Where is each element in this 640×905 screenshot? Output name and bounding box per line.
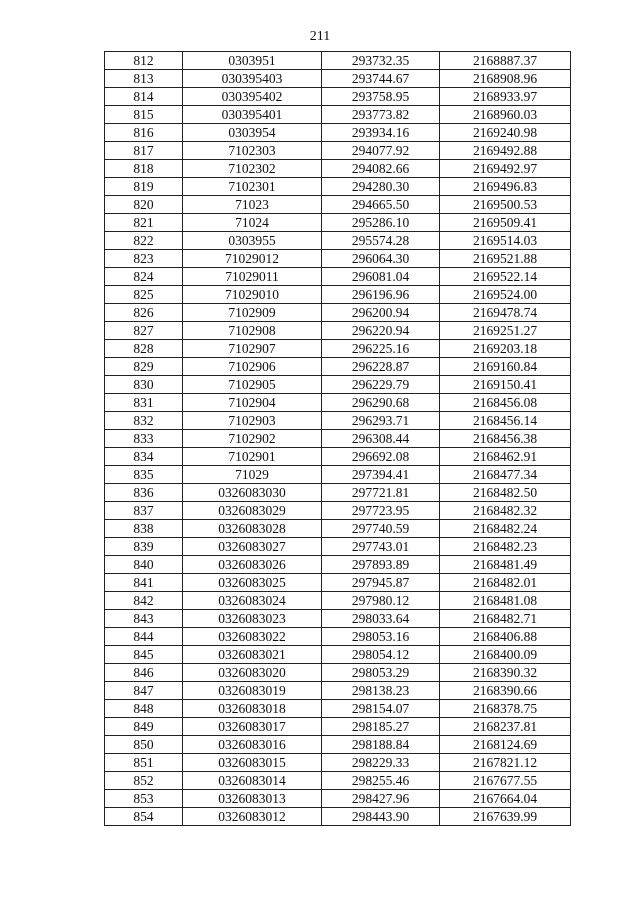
row-number-cell: 824 [105,268,183,286]
row-number-cell: 846 [105,664,183,682]
table-row [105,502,571,520]
table-row [105,736,571,754]
point-id-cell: 0326083015 [183,754,322,772]
table-row [105,754,571,772]
x-coordinate-cell: 296692.08 [322,448,440,466]
point-id-cell: 7102909 [183,304,322,322]
x-coordinate-cell: 293773.82 [322,106,440,124]
y-coordinate-cell: 2169492.88 [440,142,571,160]
row-number-cell: 845 [105,646,183,664]
x-coordinate-cell: 295574.28 [322,232,440,250]
row-number-cell: 821 [105,214,183,232]
x-coordinate-cell: 297945.87 [322,574,440,592]
x-coordinate-cell: 296293.71 [322,412,440,430]
row-number-cell: 815 [105,106,183,124]
y-coordinate-cell: 2168481.08 [440,592,571,610]
x-coordinate-cell: 296081.04 [322,268,440,286]
row-number-cell: 817 [105,142,183,160]
x-coordinate-cell: 298255.46 [322,772,440,790]
y-coordinate-cell: 2169203.18 [440,340,571,358]
point-id-cell: 71029010 [183,286,322,304]
y-coordinate-cell: 2167821.12 [440,754,571,772]
x-coordinate-cell: 297394.41 [322,466,440,484]
point-id-cell: 7102901 [183,448,322,466]
y-coordinate-cell: 2168378.75 [440,700,571,718]
point-id-cell: 71029012 [183,250,322,268]
y-coordinate-cell: 2169509.41 [440,214,571,232]
table-row [105,322,571,340]
point-id-cell: 0326083019 [183,682,322,700]
y-coordinate-cell: 2168390.32 [440,664,571,682]
y-coordinate-cell: 2168462.91 [440,448,571,466]
point-id-cell: 7102908 [183,322,322,340]
y-coordinate-cell: 2169492.97 [440,160,571,178]
y-coordinate-cell: 2168482.23 [440,538,571,556]
row-number-cell: 831 [105,394,183,412]
table-row [105,88,571,106]
x-coordinate-cell: 298188.84 [322,736,440,754]
row-number-cell: 822 [105,232,183,250]
y-coordinate-cell: 2168124.69 [440,736,571,754]
row-number-cell: 849 [105,718,183,736]
x-coordinate-cell: 296308.44 [322,430,440,448]
point-id-cell: 0326083016 [183,736,322,754]
point-id-cell: 0326083025 [183,574,322,592]
row-number-cell: 826 [105,304,183,322]
table-row [105,250,571,268]
x-coordinate-cell: 297743.01 [322,538,440,556]
x-coordinate-cell: 293934.16 [322,124,440,142]
table-row [105,466,571,484]
x-coordinate-cell: 297740.59 [322,520,440,538]
point-id-cell: 0326083020 [183,664,322,682]
y-coordinate-cell: 2168482.01 [440,574,571,592]
point-id-cell: 7102302 [183,160,322,178]
table-row [105,214,571,232]
point-id-cell: 0303954 [183,124,322,142]
point-id-cell: 71024 [183,214,322,232]
row-number-cell: 848 [105,700,183,718]
point-id-cell: 0303955 [183,232,322,250]
row-number-cell: 852 [105,772,183,790]
row-number-cell: 823 [105,250,183,268]
row-number-cell: 841 [105,574,183,592]
table-row [105,358,571,376]
row-number-cell: 836 [105,484,183,502]
row-number-cell: 825 [105,286,183,304]
x-coordinate-cell: 298053.29 [322,664,440,682]
table-row [105,142,571,160]
coordinates-table-body [105,52,571,826]
row-number-cell: 818 [105,160,183,178]
row-number-cell: 844 [105,628,183,646]
table-row [105,808,571,826]
row-number-cell: 816 [105,124,183,142]
row-number-cell: 853 [105,790,183,808]
point-id-cell: 7102903 [183,412,322,430]
row-number-cell: 827 [105,322,183,340]
y-coordinate-cell: 2169150.41 [440,376,571,394]
row-number-cell: 828 [105,340,183,358]
y-coordinate-cell: 2169521.88 [440,250,571,268]
point-id-cell: 7102907 [183,340,322,358]
y-coordinate-cell: 2169514.03 [440,232,571,250]
point-id-cell: 0303951 [183,52,322,70]
table-row [105,412,571,430]
table-row [105,718,571,736]
y-coordinate-cell: 2167639.99 [440,808,571,826]
y-coordinate-cell: 2168908.96 [440,70,571,88]
row-number-cell: 847 [105,682,183,700]
x-coordinate-cell: 298427.96 [322,790,440,808]
point-id-cell: 0326083023 [183,610,322,628]
table-row [105,610,571,628]
point-id-cell: 030395403 [183,70,322,88]
table-row [105,376,571,394]
table-row [105,646,571,664]
point-id-cell: 0326083018 [183,700,322,718]
x-coordinate-cell: 294665.50 [322,196,440,214]
y-coordinate-cell: 2168456.14 [440,412,571,430]
y-coordinate-cell: 2168390.66 [440,682,571,700]
x-coordinate-cell: 293732.35 [322,52,440,70]
row-number-cell: 834 [105,448,183,466]
x-coordinate-cell: 296225.16 [322,340,440,358]
point-id-cell: 0326083012 [183,808,322,826]
point-id-cell: 7102905 [183,376,322,394]
point-id-cell: 7102301 [183,178,322,196]
x-coordinate-cell: 294082.66 [322,160,440,178]
y-coordinate-cell: 2168400.09 [440,646,571,664]
point-id-cell: 0326083028 [183,520,322,538]
table-row [105,520,571,538]
y-coordinate-cell: 2167677.55 [440,772,571,790]
x-coordinate-cell: 296228.87 [322,358,440,376]
table-row [105,628,571,646]
point-id-cell: 71029 [183,466,322,484]
point-id-cell: 030395401 [183,106,322,124]
point-id-cell: 71029011 [183,268,322,286]
point-id-cell: 0326083021 [183,646,322,664]
x-coordinate-cell: 298033.64 [322,610,440,628]
row-number-cell: 851 [105,754,183,772]
row-number-cell: 839 [105,538,183,556]
table-row [105,304,571,322]
x-coordinate-cell: 296196.96 [322,286,440,304]
y-coordinate-cell: 2169522.14 [440,268,571,286]
point-id-cell: 0326083013 [183,790,322,808]
row-number-cell: 829 [105,358,183,376]
x-coordinate-cell: 298229.33 [322,754,440,772]
x-coordinate-cell: 298154.07 [322,700,440,718]
table-row [105,106,571,124]
point-id-cell: 71023 [183,196,322,214]
row-number-cell: 830 [105,376,183,394]
row-number-cell: 819 [105,178,183,196]
table-row [105,286,571,304]
table-row [105,592,571,610]
y-coordinate-cell: 2169251.27 [440,322,571,340]
row-number-cell: 832 [105,412,183,430]
point-id-cell: 0326083029 [183,502,322,520]
table-row [105,538,571,556]
y-coordinate-cell: 2168237.81 [440,718,571,736]
x-coordinate-cell: 296290.68 [322,394,440,412]
x-coordinate-cell: 294077.92 [322,142,440,160]
y-coordinate-cell: 2168456.08 [440,394,571,412]
x-coordinate-cell: 293744.67 [322,70,440,88]
x-coordinate-cell: 297723.95 [322,502,440,520]
row-number-cell: 850 [105,736,183,754]
table-row [105,448,571,466]
table-row [105,700,571,718]
x-coordinate-cell: 298054.12 [322,646,440,664]
row-number-cell: 812 [105,52,183,70]
y-coordinate-cell: 2169160.84 [440,358,571,376]
table-row [105,232,571,250]
x-coordinate-cell: 297980.12 [322,592,440,610]
y-coordinate-cell: 2168456.38 [440,430,571,448]
y-coordinate-cell: 2168482.32 [440,502,571,520]
table-row [105,196,571,214]
x-coordinate-cell: 297893.89 [322,556,440,574]
page-number: 211 [309,29,331,44]
coordinates-table [104,51,571,826]
table-row [105,790,571,808]
y-coordinate-cell: 2169478.74 [440,304,571,322]
row-number-cell: 820 [105,196,183,214]
x-coordinate-cell: 296220.94 [322,322,440,340]
row-number-cell: 837 [105,502,183,520]
y-coordinate-cell: 2168887.37 [440,52,571,70]
x-coordinate-cell: 296229.79 [322,376,440,394]
y-coordinate-cell: 2168482.50 [440,484,571,502]
point-id-cell: 7102904 [183,394,322,412]
y-coordinate-cell: 2169496.83 [440,178,571,196]
x-coordinate-cell: 298185.27 [322,718,440,736]
row-number-cell: 840 [105,556,183,574]
y-coordinate-cell: 2168481.49 [440,556,571,574]
y-coordinate-cell: 2167664.04 [440,790,571,808]
table-row [105,124,571,142]
row-number-cell: 838 [105,520,183,538]
table-row [105,772,571,790]
x-coordinate-cell: 298053.16 [322,628,440,646]
y-coordinate-cell: 2168477.34 [440,466,571,484]
point-id-cell: 7102303 [183,142,322,160]
x-coordinate-cell: 298443.90 [322,808,440,826]
point-id-cell: 7102906 [183,358,322,376]
table-row [105,178,571,196]
row-number-cell: 835 [105,466,183,484]
table-row [105,268,571,286]
table-row [105,394,571,412]
point-id-cell: 030395402 [183,88,322,106]
row-number-cell: 854 [105,808,183,826]
row-number-cell: 843 [105,610,183,628]
point-id-cell: 0326083014 [183,772,322,790]
y-coordinate-cell: 2169500.53 [440,196,571,214]
point-id-cell: 7102902 [183,430,322,448]
y-coordinate-cell: 2169524.00 [440,286,571,304]
point-id-cell: 0326083030 [183,484,322,502]
x-coordinate-cell: 296200.94 [322,304,440,322]
point-id-cell: 0326083027 [183,538,322,556]
row-number-cell: 833 [105,430,183,448]
table-row [105,664,571,682]
x-coordinate-cell: 295286.10 [322,214,440,232]
table-row [105,484,571,502]
table-row [105,52,571,70]
x-coordinate-cell: 297721.81 [322,484,440,502]
row-number-cell: 842 [105,592,183,610]
x-coordinate-cell: 296064.30 [322,250,440,268]
x-coordinate-cell: 294280.30 [322,178,440,196]
table-row [105,574,571,592]
x-coordinate-cell: 298138.23 [322,682,440,700]
y-coordinate-cell: 2169240.98 [440,124,571,142]
table-row [105,340,571,358]
table-row [105,556,571,574]
y-coordinate-cell: 2168960.03 [440,106,571,124]
row-number-cell: 814 [105,88,183,106]
point-id-cell: 0326083022 [183,628,322,646]
point-id-cell: 0326083024 [183,592,322,610]
row-number-cell: 813 [105,70,183,88]
table-row [105,70,571,88]
point-id-cell: 0326083026 [183,556,322,574]
y-coordinate-cell: 2168406.88 [440,628,571,646]
y-coordinate-cell: 2168933.97 [440,88,571,106]
point-id-cell: 0326083017 [183,718,322,736]
table-row [105,160,571,178]
y-coordinate-cell: 2168482.24 [440,520,571,538]
y-coordinate-cell: 2168482.71 [440,610,571,628]
table-row [105,430,571,448]
table-row [105,682,571,700]
x-coordinate-cell: 293758.95 [322,88,440,106]
